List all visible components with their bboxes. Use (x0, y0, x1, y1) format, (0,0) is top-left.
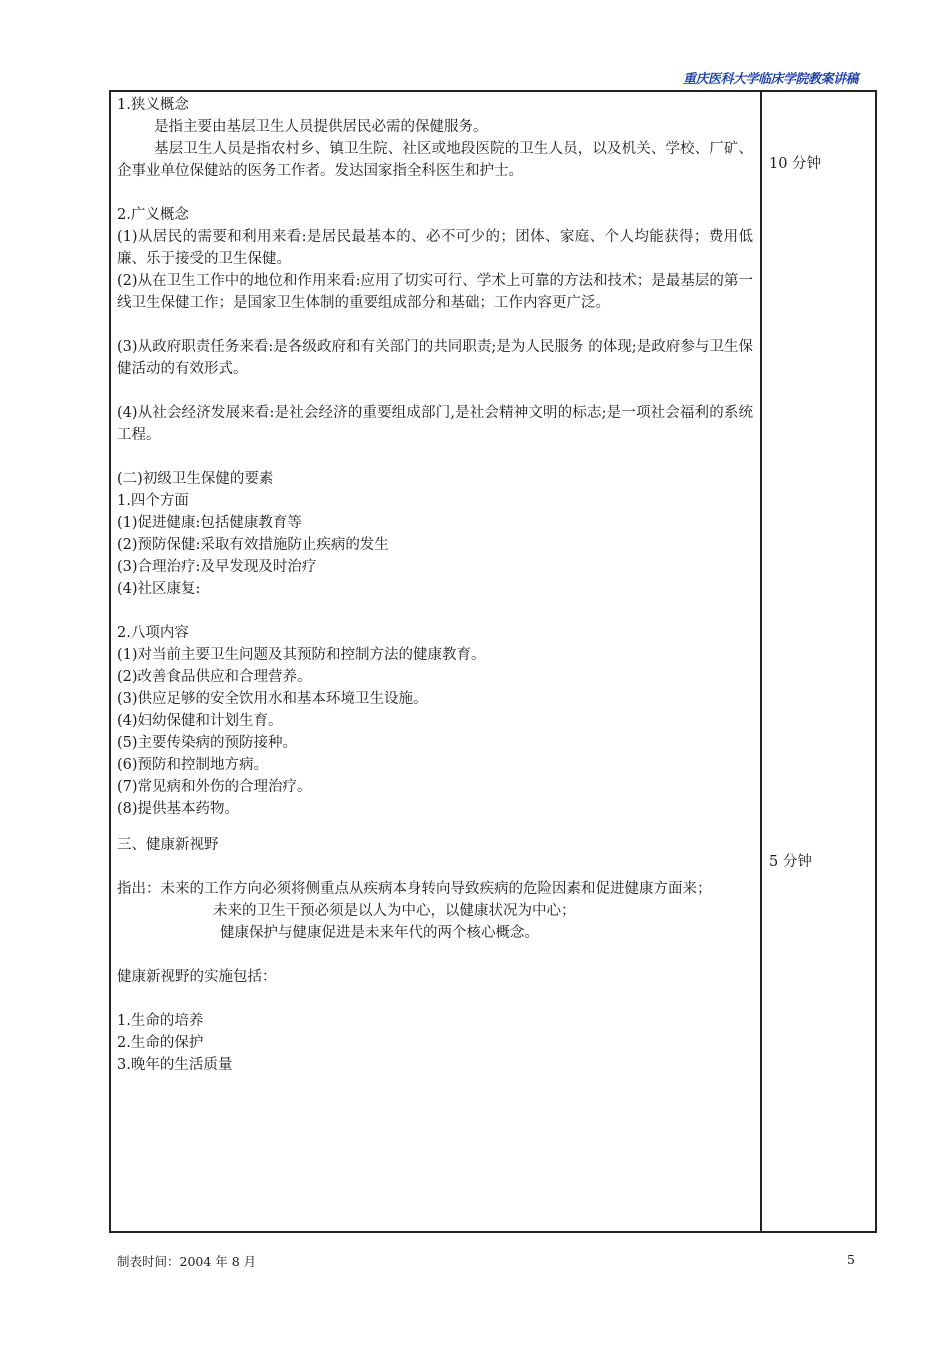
footer-date: 制表时间：2004 年 8 月 (117, 1254, 257, 1269)
eight-item: (8)提供基本药物。 (117, 801, 240, 817)
narrow-concept-title: 1.狭义概念 (117, 97, 189, 113)
broad-concept-title: 2.广义概念 (117, 207, 189, 223)
page-number: 5 (847, 1252, 855, 1267)
document-header-title: 重庆医科大学临床学院教案讲稿 (682, 72, 858, 87)
health-vision-p2: 未来的卫生干预必须是以人为中心，以健康状况为中心； (213, 903, 576, 919)
narrow-concept-p2: 基层卫生人员是指农村乡、镇卫生院、社区或地段医院的卫生人员，以及机关、学校、厂矿、企事业单位保健站的医务工作者。发达国家指全科医生和护士。 (117, 141, 753, 179)
narrow-concept-p1: 是指主要由基层卫生人员提供居民必需的保健服务。 (154, 119, 488, 135)
lesson-content (117, 94, 753, 1076)
four-aspect-item: (4)社区康复: (117, 581, 201, 597)
column-divider (760, 90, 762, 1233)
health-vision-title: 三、健康新视野 (117, 837, 219, 853)
elements-title: (二)初级卫生保健的要素 (117, 471, 274, 487)
broad-concept-1: (1)从居民的需要和利用来看:是居民最基本的、必不可少的；团体、家庭、个人均能获得；费用低廉、乐于接受的卫生保健。 (117, 229, 753, 267)
time-allocation-1: 10 分钟 (769, 156, 822, 172)
eight-item: (1)对当前主要卫生问题及其预防和控制方法的健康教育。 (117, 647, 486, 663)
eight-item: (4)妇幼保健和计划生育。 (117, 713, 283, 729)
eight-items-title: 2.八项内容 (117, 625, 189, 641)
eight-item: (2)改善食品供应和合理营养。 (117, 669, 312, 685)
eight-item: (7)常见病和外伤的合理治疗。 (117, 779, 312, 795)
implementation-item: 1.生命的培养 (117, 1013, 204, 1029)
implementation-item: 2.生命的保护 (117, 1035, 204, 1051)
time-allocation-2: 5 分钟 (769, 854, 812, 870)
four-aspect-item: (3)合理治疗:及早发现及时治疗 (117, 559, 317, 575)
broad-concept-2: (2)从在卫生工作中的地位和作用来看:应用了切实可行、学术上可靠的方法和技术；是最基层的第一线卫生保健工作；是国家卫生体制的重要组成部分和基础；工作内容更广泛。 (117, 273, 753, 311)
four-aspect-item: (1)促进健康:包括健康教育等 (117, 515, 302, 531)
four-aspects-title: 1.四个方面 (117, 493, 189, 509)
eight-item: (6)预防和控制地方病。 (117, 757, 269, 773)
four-aspect-item: (2)预防保健:采取有效措施防止疾病的发生 (117, 537, 389, 553)
health-vision-p1: 指出：未来的工作方向必须将侧重点从疾病本身转向导致疾病的危险因素和促进健康方面来； (117, 881, 712, 897)
broad-concept-3: (3)从政府职责任务来看:是各级政府和有关部门的共同职责;是为人民服务 的体现;是政府参与卫生保健活动的有效形式。 (117, 339, 753, 377)
broad-concept-4: (4)从社会经济发展来看:是社会经济的重要组成部门,是社会精神文明的标志;是一项社会福利的系统工程。 (117, 405, 753, 443)
eight-item: (3)供应足够的安全饮用水和基本环境卫生设施。 (117, 691, 428, 707)
implementation-title: 健康新视野的实施包括： (117, 969, 277, 985)
eight-item: (5)主要传染病的预防接种。 (117, 735, 298, 751)
implementation-item: 3.晚年的生活质量 (117, 1057, 233, 1073)
health-vision-p3: 健康保护与健康促进是未来年代的两个核心概念。 (220, 925, 539, 941)
